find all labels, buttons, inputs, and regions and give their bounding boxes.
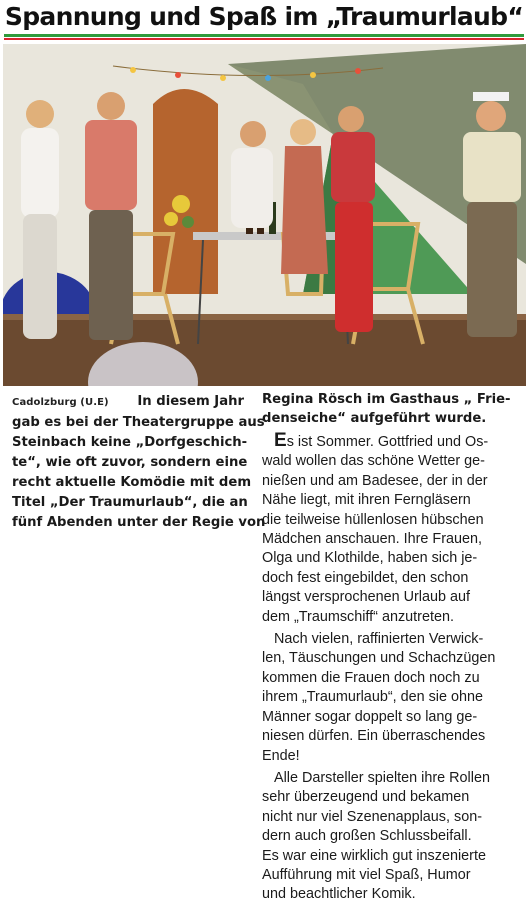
text-line: sehr überzeugend und bekamen [262,789,470,806]
lead-first-line [12,392,244,413]
text-line: Alle Darsteller spielten ihre Rollen [274,769,490,786]
lead-continuation [262,390,524,428]
stage-photo [3,44,526,386]
text-line: dem „Traumschiff“ anzutreten. [262,608,454,625]
text-line: Mädchen anschauen. Ihre Frauen, [262,531,482,548]
lead-line: te“, wie oft zuvor, sondern eine [12,455,248,470]
text-line: len, Täuschungen und Schachzügen [262,650,496,667]
body-paragraph-1 [262,431,524,627]
place-dateline: Cadolzburg (U.E) [12,397,109,408]
body-paragraph-2 [262,630,524,766]
text-line: kommen die Frauen doch noch zu [262,669,480,686]
lead-line: fünf Abenden unter der Regie von [12,515,266,530]
figure-woman-left [21,100,59,339]
text-line: die teilweise hüllenlosen hübschen [262,511,484,528]
text-line: Ende! [262,747,300,764]
text-line: wald wollen das schöne Wetter ge- [262,453,485,470]
lead-line: In diesem Jahr [137,394,244,409]
lead-paragraph [12,413,266,533]
text-line: Aufführung mit viel Spaß, Humor [262,866,471,883]
article-column-left [12,392,266,533]
text-line: Olga und Klothilde, haben sich je- [262,550,478,567]
body-paragraph-3 [262,769,524,905]
text-line: s ist Sommer. Gottfried und Os- [286,434,489,450]
text-line: Es war eine wirklich gut inszenierte [262,847,486,864]
lead-line: Titel „Der Traumurlaub“, die an [12,495,248,510]
text-line: dern auch großen Schlussbeifall. [262,828,472,845]
article-headline: Spannung und Spaß im „Traumurlaub“ [4,2,524,31]
lead-line: gab es bei der Theatergruppe aus [12,415,265,430]
lead-line: recht aktuelle Komödie mit dem [12,475,252,490]
text-line: Nach vielen, raffinierten Verwick- [274,631,484,648]
figure-man-checked-shirt [85,92,137,340]
text-line: ihrem „Traumurlaub“, den sie ohne [262,689,484,706]
lead-line: Steinbach keine „Dorfgeschich- [12,435,248,450]
text-line: Nähe liegt, mit ihren Ferngläsern [262,492,471,509]
article-column-right [262,390,524,905]
text-line: längst versprochenen Urlaub auf [262,589,470,606]
drop-cap: E [274,430,287,451]
text-line: nießen und am Badesee, der in der [262,472,488,489]
text-line: nicht nur viel Szenenapplaus, son- [262,808,482,825]
text-line: Männer sogar doppelt so lang ge- [262,708,478,725]
headline-rule-red [4,38,524,40]
text-line: und beachtlicher Komik. [262,886,416,903]
text-line: niesen dürfen. Ein überraschendes [262,728,486,745]
text-line: doch fest eingebildet, den schon [262,569,469,586]
lead-line: denseiche“ aufgeführt wurde. [262,411,487,426]
stage-scene-illustration [3,44,526,386]
figure-man-striped [331,106,375,332]
headline-rule-green [4,34,524,37]
lead-line: Regina Rösch im Gasthaus „ Frie- [262,392,511,407]
